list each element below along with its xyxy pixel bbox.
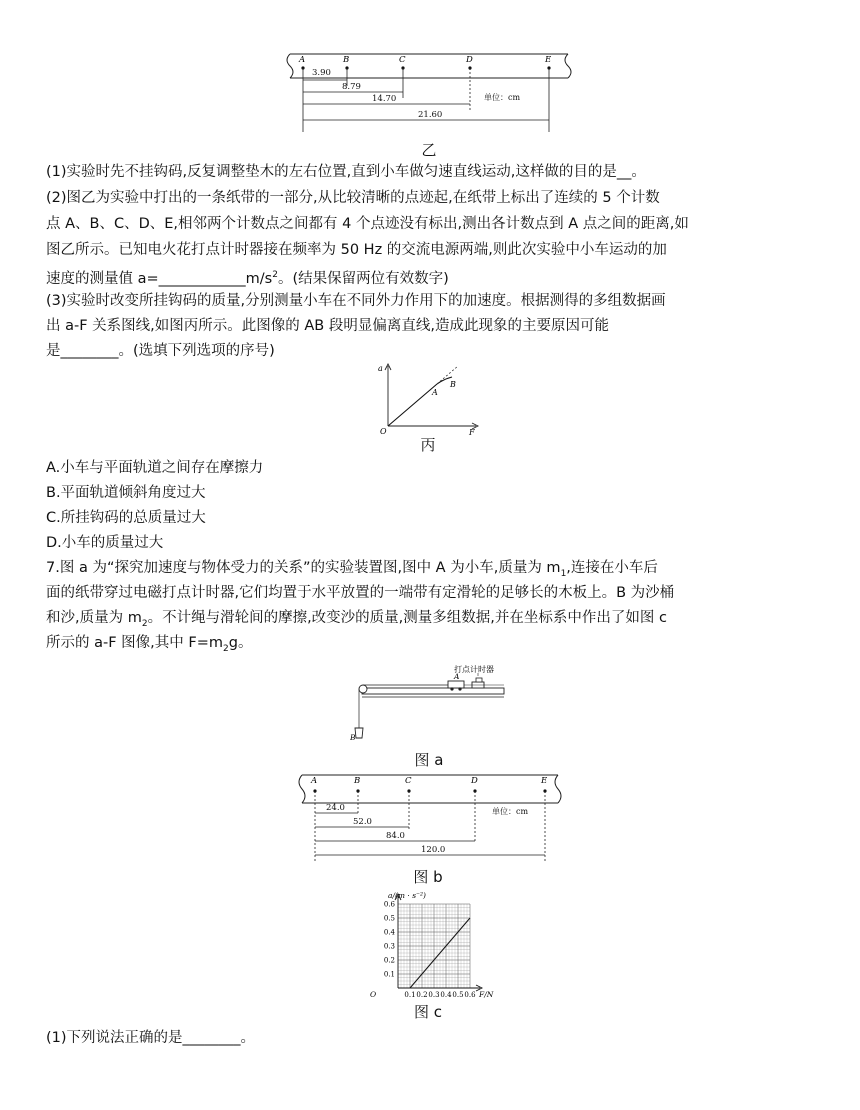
x-tick-label: 0.2 <box>416 991 428 999</box>
q7-text-b: ,连接在小车后 <box>566 560 658 576</box>
unit-label: 单位：cm <box>484 93 521 102</box>
q7-text-a: 7.图 a 为“探究加速度与物体受力的关系”的实验装置图,图中 A 为小车,质量为 m <box>46 560 561 576</box>
distance-label: 24.0 <box>326 803 345 813</box>
y-tick-label: 0.6 <box>383 900 395 909</box>
question-7-line-4 <box>46 631 816 661</box>
q2-text-a: 速度的测量值 a=____________m/s <box>46 270 273 287</box>
q7-subscript: 2 <box>223 643 229 654</box>
tape-point-label: A <box>311 776 318 786</box>
question-3-line-1: (3)实验时改变所挂钩码的质量,分别测量小车在不同外力作用下的加速度。根据测得的多组数据画 <box>46 293 666 309</box>
apparatus-figure-a <box>350 662 510 748</box>
tape-point-label: B <box>343 55 350 65</box>
question-2-line-3: 图乙所示。已知电火花打点计时器接在频率为 50 Hz 的交流电源两端,则此次实验中小车运动的加 <box>46 242 667 258</box>
y-tick-label: 0.1 <box>383 970 395 979</box>
q7-text-d: 。不计绳与滑轮间的摩擦,改变沙的质量,测量多组数据,并在坐标系中作出了如图 c <box>147 610 667 626</box>
distance-label: 52.0 <box>353 817 372 827</box>
distance-label: 8.79 <box>342 82 361 92</box>
question-3-line-2: 出 a-F 关系图线,如图丙所示。此图像的 AB 段明显偏离直线,造成此现象的主要原因可能 <box>46 318 609 334</box>
origin-label: O <box>380 427 387 436</box>
figure-caption-c: 图 c <box>413 1003 442 1021</box>
q7-text-f: g。 <box>228 635 253 651</box>
timer-label: 打点计时器 <box>454 665 494 674</box>
chart-grid <box>398 904 470 988</box>
final-question: (1)下列说法正确的是________。 <box>46 1030 256 1046</box>
tape-point-label: E <box>541 776 548 786</box>
figure-caption-yi: 乙 <box>421 141 437 159</box>
distance-label: 120.0 <box>421 845 446 855</box>
x-tick-label: 0.6 <box>464 991 476 999</box>
figure-caption-a: 图 a <box>414 751 444 769</box>
option-b: B.平面轨道倾斜角度过大 <box>46 485 206 501</box>
origin-label: O <box>370 990 377 999</box>
tape-point-label: D <box>466 55 473 65</box>
question-2-line-1: (2)图乙为实验中打出的一条纸带的一部分,从比较清晰的点迹起,在纸带上标出了连续的 5 个计数 <box>46 190 660 206</box>
y-tick-label: 0.3 <box>383 942 395 951</box>
q7-subscript: 2 <box>141 618 148 629</box>
figure-caption-bing: 丙 <box>420 436 436 454</box>
tape-point-label: E <box>545 55 552 65</box>
tape-point-label: A <box>299 55 306 65</box>
question-1: (1)实验时先不挂钩码,反复调整垫木的左右位置,直到小车做匀速直线运动,这样做的目的是__。 <box>46 164 646 180</box>
point-label-b: B <box>450 380 456 389</box>
distance-label: 84.0 <box>386 831 405 841</box>
bucket-label: B <box>350 733 356 742</box>
axis-label-a: a <box>378 364 383 373</box>
graph-bing <box>372 362 482 436</box>
q7-subscript: 1 <box>560 568 567 579</box>
distance-label: 3.90 <box>312 68 331 78</box>
q7-text-e: 所示的 a-F 图像,其中 F=m <box>46 635 224 651</box>
x-tick-label: 0.3 <box>428 991 440 999</box>
tape-point-label: B <box>354 776 361 786</box>
option-a: A.小车与平面轨道之间存在摩擦力 <box>46 460 264 476</box>
y-tick-label: 0.5 <box>383 914 395 923</box>
question-7-line-2: 面的纸带穿过电磁打点计时器,它们均置于水平放置的一端带有定滑轮的足够长的木板上。B 为沙桶 <box>46 585 675 601</box>
tape-figure-b <box>296 769 564 867</box>
q2-text-b: 。(结果保留两位有效数字) <box>277 270 449 287</box>
y-axis-label: a/(m · s⁻²) <box>388 891 426 900</box>
distance-label: 14.70 <box>372 94 397 104</box>
tape-point-label: D <box>471 776 478 786</box>
unit-label: 单位：cm <box>492 807 529 816</box>
point-label-a: A <box>432 388 438 397</box>
option-c: C.所挂钩码的总质量过大 <box>46 510 206 526</box>
option-d: D.小车的质量过大 <box>46 535 164 551</box>
question-2-line-2: 点 A、B、C、D、E,相邻两个计数点之间都有 4 个点迹没有标出,测出各计数点到 A 点之间的距离,如 <box>46 216 689 232</box>
figure-caption-b: 图 b <box>413 868 443 886</box>
tape-point-label: C <box>399 55 406 65</box>
axis-label-f: F <box>469 428 475 436</box>
y-tick-label: 0.2 <box>383 956 395 965</box>
q7-text-c: 和沙,质量为 m <box>46 610 142 626</box>
cart-label: A <box>454 672 460 681</box>
y-tick-label: 0.4 <box>383 928 395 937</box>
question-3-line-3: 是________。(选填下列选项的序号) <box>46 343 275 359</box>
q2-superscript: 2 <box>272 270 278 280</box>
x-axis-label: F/N <box>479 990 494 999</box>
tape-figure-yi <box>284 48 574 138</box>
x-tick-label: 0.5 <box>452 991 464 999</box>
tape-point-label: C <box>405 776 412 786</box>
question-2-line-4 <box>46 263 816 291</box>
x-tick-label: 0.1 <box>404 991 416 999</box>
a-f-chart <box>362 890 502 1002</box>
x-tick-label: 0.4 <box>440 991 452 999</box>
distance-label: 21.60 <box>418 110 443 120</box>
